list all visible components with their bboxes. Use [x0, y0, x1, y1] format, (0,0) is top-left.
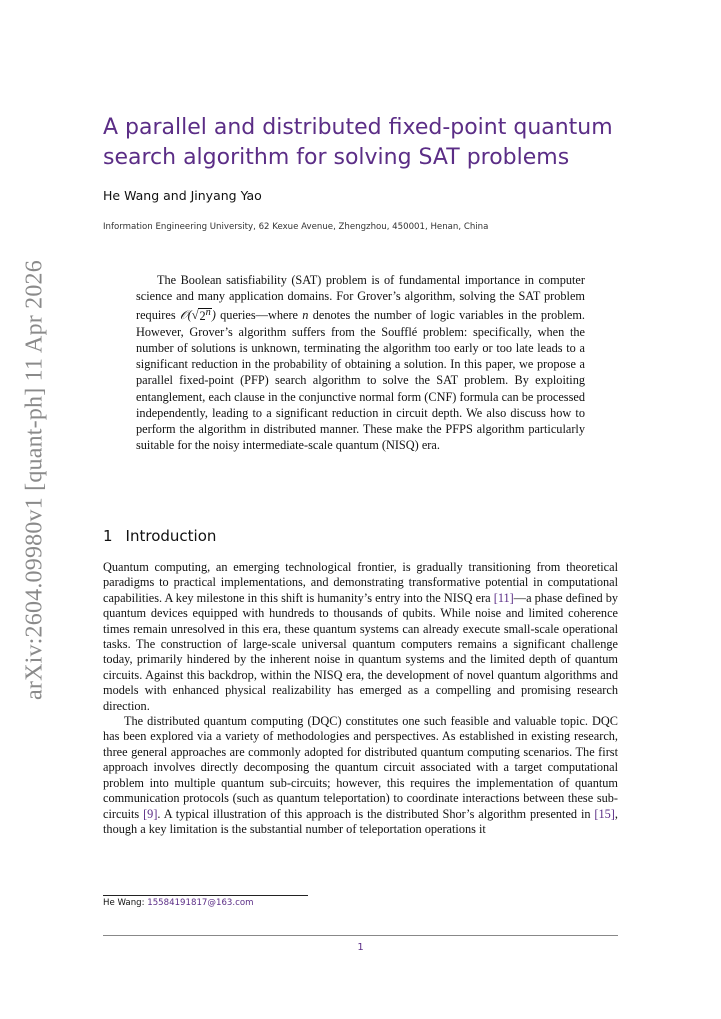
author-affiliation: Information Engineering University, 62 Kexue Avenue, Zhengzhou, 450001, Henan, China	[103, 222, 489, 232]
page-number: 1	[357, 942, 364, 953]
abstract-text-3: denotes the number of logic variables in the problem. However, Grover’s algorithm suffers from the Soufflé problem: specifically, when the number of solutions is unknown, terminating the algorithm too early or too late leads to a significant reduction in the probability of obtaining a solution. In this paper, we propose a parallel fixed-point (PFP) search algorithm to solve the SAT problem. By exploiting entanglement, each clause in the conjunctive normal form (CNF) formula can be processed independently, leading to a significant reduction in circuit depth. We also discuss how to perform the algorithm in distributed manner. These make the PFPS algorithm particularly suitable for the noisy intermediate-scale quantum (NISQ) era.	[136, 308, 585, 453]
arxiv-side-stamp: arXiv:2604.09980v1 [quant-ph] 11 Apr 2026	[21, 260, 48, 700]
footer-divider	[103, 935, 618, 936]
abstract	[136, 272, 585, 453]
footnote-label: He Wang:	[103, 898, 148, 908]
sqrt-radicand: 2$^n$	[199, 306, 211, 323]
author-email-link[interactable]: 15584191817@163.com	[147, 898, 254, 908]
section-number: 1	[103, 527, 113, 545]
section-heading	[103, 527, 216, 545]
complexity-expression: 𝒪(√2$^n$)	[179, 306, 216, 323]
variable-n: n	[302, 308, 309, 323]
abstract-text-2: queries—where	[215, 308, 303, 323]
section-title: Introduction	[125, 527, 217, 545]
footnote-divider	[103, 895, 308, 896]
abstract-text-1: The Boolean satisfiability (SAT) problem is of fundamental importance in computer science and many application domains. For Grover’s algorithm, solving the SAT problem requires	[136, 273, 585, 323]
complexity-big-o: 𝒪(	[179, 308, 192, 323]
section-body	[103, 560, 618, 837]
citation-link[interactable]: [9]	[143, 806, 158, 821]
footnote	[103, 898, 253, 908]
paper-title: A parallel and distributed fixed-point quantum search algorithm for solving SAT problems	[103, 115, 613, 170]
paragraph-1: Quantum computing, an emerging technological frontier, is gradually transitioning from theoretical paradigms to practical implementations, and demonstrating transformative potential in computational capabilities. A key milestone in this shift is humanity’s entry into the NISQ era [11]—a phase defined by quantum devices equipped with hundreds to thousands of qubits. While noise and limited coherence times remain unresolved in this era, these quantum systems can already execute small-scale operational tasks. The construction of large-scale universal quantum computers remains a significant challenge today, primarily hindered by the inherent noise in quantum systems and the limited depth of quantum circuits. Against this backdrop, within the NISQ era, the development of novel quantum algorithms and models with enhanced physical realizability has emerged as a compelling and promising research direction.	[103, 560, 618, 713]
sqrt-symbol: √2$^n$	[191, 306, 211, 323]
paragraph-2: The distributed quantum computing (DQC) constitutes one such feasible and valuable topic. DQC has been explored via a variety of methodologies and perspectives. As established in existing research, three general approaches are commonly adopted for distributed quantum computing scenarios. The first approach involves directly decomposing the quantum circuit associated with a target computational problem into multiple quantum sub-circuits; however, this requires the implementation of quantum communication protocols (such as quantum teleportation) to coordinate interactions between these sub-circuits [9]. A typical illustration of this approach is the distributed Shor’s algorithm presented in [15], though a key limitation is the substantial number of teleportation operations it	[103, 714, 618, 836]
citation-link[interactable]: [15]	[594, 806, 615, 821]
citation-link[interactable]: [11]	[493, 590, 514, 605]
paper-authors: He Wang and Jinyang Yao	[103, 188, 262, 203]
